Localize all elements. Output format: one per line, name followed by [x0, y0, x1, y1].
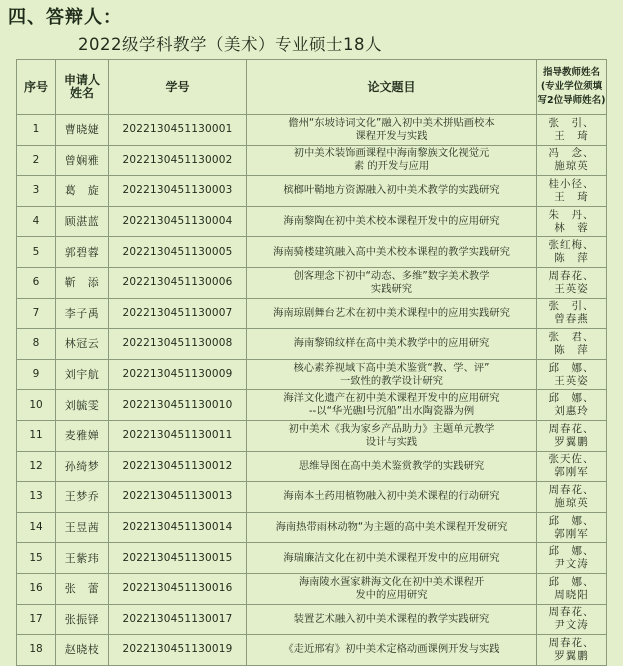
row-index: 4 — [17, 206, 56, 237]
table-row — [17, 604, 607, 635]
header-advisor — [537, 60, 607, 115]
defense-table — [16, 59, 607, 666]
applicant-name: 麦雅婵 — [56, 420, 109, 451]
applicant-name: 葛 旋 — [56, 176, 109, 207]
student-id: 2022130451130003 — [109, 176, 247, 207]
advisor-names — [537, 451, 607, 482]
thesis-title — [247, 420, 537, 451]
row-index: 8 — [17, 329, 56, 360]
advisor-names — [537, 573, 607, 604]
applicant-name: 孙绮梦 — [56, 451, 109, 482]
header-student-id: 学号 — [109, 60, 247, 115]
advisor-name: 曾春燕 — [554, 313, 589, 326]
header-applicant — [56, 60, 109, 115]
advisor-names — [537, 145, 607, 176]
student-id: 2022130451130016 — [109, 573, 247, 604]
advisor-name: 邱 娜、 — [548, 392, 595, 405]
table-row — [17, 573, 607, 604]
student-id: 2022130451130011 — [109, 420, 247, 451]
applicant-name: 靳 添 — [56, 267, 109, 298]
table-row — [17, 420, 607, 451]
applicant-name: 刘宇航 — [56, 359, 109, 390]
advisor-name: 周晓阳 — [554, 588, 589, 601]
thesis-title — [247, 329, 537, 360]
row-index: 10 — [17, 390, 56, 421]
thesis-title-line: 海南本土药用植物融入初中美术课程的行动研究 — [283, 490, 500, 503]
applicant-name: 李子禹 — [56, 298, 109, 329]
row-index: 9 — [17, 359, 56, 390]
advisor-names — [537, 359, 607, 390]
table-row — [17, 512, 607, 543]
applicant-name: 林冠云 — [56, 329, 109, 360]
thesis-title — [247, 298, 537, 329]
advisor-name: 王 琦 — [554, 190, 589, 203]
table-row — [17, 115, 607, 146]
thesis-title — [247, 390, 537, 421]
thesis-title-line: 儋州“东坡诗词文化”融入初中美术拼贴画校本 — [288, 116, 495, 129]
table-row — [17, 451, 607, 482]
advisor-name: 邱 娜、 — [548, 545, 595, 558]
advisor-names — [537, 237, 607, 268]
student-id: 2022130451130005 — [109, 237, 247, 268]
thesis-title — [247, 115, 537, 146]
thesis-title — [247, 176, 537, 207]
row-index: 1 — [17, 115, 56, 146]
student-id: 2022130451130004 — [109, 206, 247, 237]
thesis-title — [247, 573, 537, 604]
advisor-name: 张 引、 — [548, 116, 595, 129]
student-id: 2022130451130007 — [109, 298, 247, 329]
header-thesis-title: 论文题目 — [247, 60, 537, 115]
advisor-name: 冯 念、 — [548, 147, 595, 160]
advisor-names — [537, 206, 607, 237]
advisor-name: 周春花、 — [548, 422, 595, 435]
table-row — [17, 543, 607, 574]
header-advisor-line3: 写2位导师姓名) — [537, 95, 606, 106]
thesis-title — [247, 145, 537, 176]
row-index: 3 — [17, 176, 56, 207]
thesis-title — [247, 451, 537, 482]
advisor-name: 陈 萍 — [554, 343, 589, 356]
applicant-name: 顾湛蓝 — [56, 206, 109, 237]
advisor-names — [537, 420, 607, 451]
thesis-title-line: 创客理念下初中“动态、多维”数字美术教学 — [293, 269, 490, 282]
table-row — [17, 206, 607, 237]
applicant-name: 刘毓雯 — [56, 390, 109, 421]
thesis-title-line: 槟榔叶鞘地方资源融入初中美术教学的实践研究 — [283, 184, 500, 197]
row-index: 15 — [17, 543, 56, 574]
thesis-title-line: 课程开发与实践 — [355, 129, 428, 142]
thesis-title-line: 海瑞廉洁文化在初中美术课程开发中的应用研究 — [283, 551, 500, 564]
thesis-title-line: 海南黎陶在初中美术校本课程开发中的应用研究 — [283, 215, 500, 228]
advisor-names — [537, 512, 607, 543]
thesis-title-line: 装置艺术融入初中美术课程的教学实践研究 — [293, 612, 490, 625]
advisor-names — [537, 482, 607, 513]
applicant-name: 张 蕾 — [56, 573, 109, 604]
thesis-title — [247, 543, 537, 574]
applicant-name: 曾娴雅 — [56, 145, 109, 176]
thesis-title-line: 初中美术《我为家乡产品助力》主题单元教学 — [288, 422, 495, 435]
applicant-name: 王梦乔 — [56, 482, 109, 513]
advisor-names — [537, 390, 607, 421]
thesis-title-line: 海南热带雨林动物“为主题的高中美术课程开发研究 — [275, 521, 508, 534]
advisor-name: 罗翼鹏 — [554, 649, 589, 662]
advisor-name: 周春花、 — [548, 636, 595, 649]
thesis-title-line: 实践研究 — [370, 282, 413, 295]
table-row — [17, 298, 607, 329]
student-id: 2022130451130014 — [109, 512, 247, 543]
advisor-name: 尹文涛 — [554, 558, 589, 571]
advisor-name: 施琼英 — [554, 160, 589, 173]
advisor-names — [537, 604, 607, 635]
advisor-name: 张 君、 — [548, 330, 595, 343]
list-subtitle: 2022级学科教学（美术）专业硕士18人 — [78, 35, 382, 54]
advisor-name: 桂小径、 — [548, 177, 595, 190]
advisor-names — [537, 635, 607, 666]
advisor-name: 王英姿 — [554, 282, 589, 295]
thesis-title-line: 思维导图在高中美术鉴赏教学的实践研究 — [298, 459, 485, 472]
table-row — [17, 390, 607, 421]
thesis-title-line: 海南黎锦纹样在高中美术教学中的应用研究 — [293, 337, 490, 350]
row-index: 2 — [17, 145, 56, 176]
thesis-title — [247, 237, 537, 268]
thesis-title — [247, 512, 537, 543]
header-applicant-line2: 姓名 — [69, 86, 94, 100]
thesis-title-line: 一致性的教学设计研究 — [340, 374, 443, 387]
row-index: 14 — [17, 512, 56, 543]
advisor-name: 张红梅、 — [548, 239, 595, 252]
thesis-title-line: 海洋文化遗产在初中美术课程开发中的应用研究 — [283, 392, 500, 405]
table-row — [17, 329, 607, 360]
applicant-name: 王紫玮 — [56, 543, 109, 574]
row-index: 16 — [17, 573, 56, 604]
advisor-name: 张天佐、 — [548, 453, 595, 466]
table-header-row — [17, 60, 607, 115]
section-heading: 四、答辩人： — [8, 7, 122, 28]
advisor-name: 施琼英 — [554, 496, 589, 509]
student-id: 2022130451130002 — [109, 145, 247, 176]
thesis-title-line: 发中的应用研究 — [355, 588, 428, 601]
table-row — [17, 176, 607, 207]
student-id: 2022130451130017 — [109, 604, 247, 635]
header-index: 序号 — [17, 60, 56, 115]
applicant-name: 赵晓枝 — [56, 635, 109, 666]
advisor-name: 朱 丹、 — [548, 208, 595, 221]
thesis-title — [247, 635, 537, 666]
row-index: 6 — [17, 267, 56, 298]
table-row — [17, 145, 607, 176]
applicant-name: 王昱茜 — [56, 512, 109, 543]
advisor-name: 邱 娜、 — [548, 514, 595, 527]
thesis-title-line: 海南骑楼建筑融入高中美术校本课程的教学实践研究 — [273, 245, 510, 258]
thesis-title-line: 设计与实践 — [365, 435, 418, 448]
header-applicant-line1: 申请人 — [63, 73, 100, 87]
thesis-title — [247, 267, 537, 298]
advisor-name: 林 蓉 — [554, 221, 589, 234]
table-row — [17, 267, 607, 298]
applicant-name: 张振铎 — [56, 604, 109, 635]
thesis-title — [247, 359, 537, 390]
row-index: 13 — [17, 482, 56, 513]
advisor-name: 张 引、 — [548, 300, 595, 313]
advisor-name: 邱 娜、 — [548, 361, 595, 374]
advisor-name: 郭刚军 — [554, 527, 589, 540]
thesis-title-line: 核心素养视域下高中美术鉴赏“教、学、评” — [293, 361, 490, 374]
header-advisor-line1: 指导教师姓名 — [542, 67, 600, 78]
thesis-title-line: 素 的开发与应用 — [353, 160, 430, 173]
advisor-names — [537, 267, 607, 298]
thesis-title-line: 海南琼剧舞台艺术在初中美术课程中的应用实践研究 — [273, 306, 510, 319]
advisor-names — [537, 329, 607, 360]
row-index: 7 — [17, 298, 56, 329]
thesis-title-line: 海南陵水疍家耕海文化在初中美术课程开 — [298, 575, 485, 588]
advisor-names — [537, 176, 607, 207]
student-id: 2022130451130009 — [109, 359, 247, 390]
thesis-title-line: --以“华光礁Ⅰ号沉船”出水陶瓷器为例 — [308, 405, 475, 418]
row-index: 11 — [17, 420, 56, 451]
applicant-name: 曹晓婕 — [56, 115, 109, 146]
advisor-name: 罗翼鹏 — [554, 435, 589, 448]
row-index: 5 — [17, 237, 56, 268]
advisor-name: 邱 娜、 — [548, 575, 595, 588]
table-body — [17, 115, 607, 666]
table-row — [17, 635, 607, 666]
advisor-names — [537, 115, 607, 146]
advisor-name: 周春花、 — [548, 483, 595, 496]
student-id: 2022130451130010 — [109, 390, 247, 421]
student-id: 2022130451130015 — [109, 543, 247, 574]
advisor-name: 周春花、 — [548, 269, 595, 282]
applicant-name: 郭碧蓉 — [56, 237, 109, 268]
student-id: 2022130451130012 — [109, 451, 247, 482]
advisor-name: 郭刚军 — [554, 466, 589, 479]
thesis-title — [247, 206, 537, 237]
header-advisor-line2: (专业学位须填 — [540, 81, 603, 92]
thesis-title-line: 初中美术装饰画课程中海南黎族文化视觉元 — [293, 147, 490, 160]
advisor-name: 王英姿 — [554, 374, 589, 387]
row-index: 18 — [17, 635, 56, 666]
advisor-names — [537, 543, 607, 574]
student-id: 2022130451130006 — [109, 267, 247, 298]
student-id: 2022130451130001 — [109, 115, 247, 146]
table-row — [17, 482, 607, 513]
advisor-name: 王 琦 — [554, 129, 589, 142]
advisor-name: 刘惠玲 — [554, 405, 589, 418]
row-index: 17 — [17, 604, 56, 635]
thesis-title — [247, 604, 537, 635]
student-id: 2022130451130013 — [109, 482, 247, 513]
row-index: 12 — [17, 451, 56, 482]
thesis-title — [247, 482, 537, 513]
student-id: 2022130451130008 — [109, 329, 247, 360]
table-row — [17, 359, 607, 390]
student-id: 2022130451130019 — [109, 635, 247, 666]
advisor-name: 陈 萍 — [554, 252, 589, 265]
thesis-title-line: 《走近邢宥》初中美术定格动画课例开发与实践 — [283, 643, 500, 656]
advisor-name: 周春花、 — [548, 606, 595, 619]
table-row — [17, 237, 607, 268]
advisor-name: 尹文涛 — [554, 619, 589, 632]
advisor-names — [537, 298, 607, 329]
